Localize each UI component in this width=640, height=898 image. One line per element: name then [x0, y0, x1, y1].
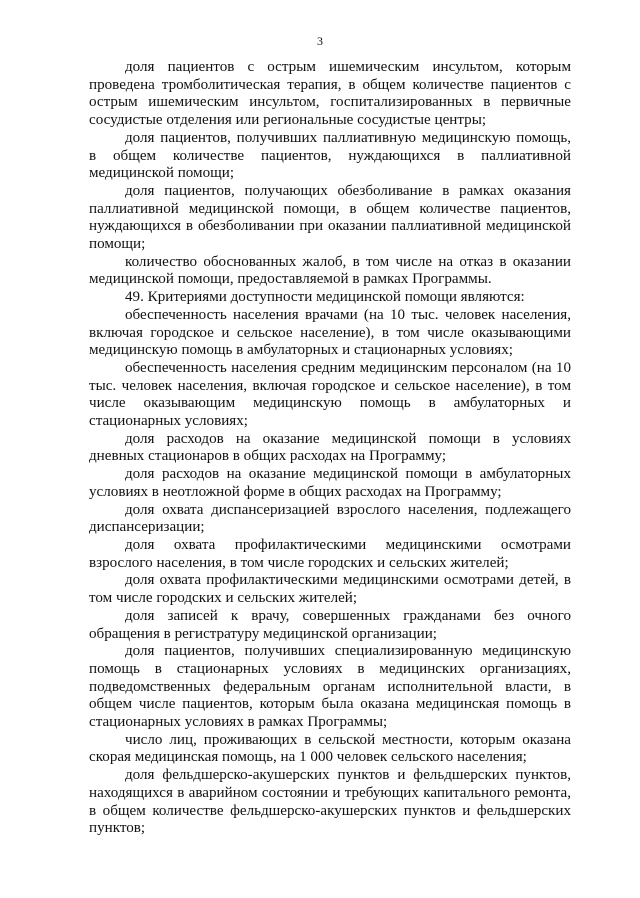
paragraph: доля охвата профилактическими медицинскими осмотрами взрослого населения, в том числе городских и сельских жителей;: [89, 536, 571, 571]
paragraph: доля охвата профилактическими медицинскими осмотрами детей, в том числе городских и сельских жителей;: [89, 572, 571, 607]
paragraph: доля пациентов, получивших специализированную медицинскую помощь в стационарных условиях в медицинских организациях, подведомственных федеральным органам исполнительной власти, в общем числе пациентов, которым была оказана медицинская помощь в стационарных условиях в рамках Программы;: [89, 643, 571, 731]
paragraph: доля пациентов с острым ишемическим инсультом, которым проведена тромболитическая терапия, в общем количестве пациентов с острым ишемическим инсультом, госпитализированных в первичные сосудистые отделения или региональные сосудистые центры;: [89, 59, 571, 129]
paragraph: доля пациентов, получивших паллиативную медицинскую помощь, в общем количестве пациентов, нуждающихся в паллиативной медицинской помощи;: [89, 129, 571, 182]
paragraph: число лиц, проживающих в сельской местности, которым оказана скорая медицинская помощь, на 1 000 человек сельского населения;: [89, 731, 571, 766]
section-heading-49: 49. Критериями доступности медицинской помощи являются:: [125, 289, 525, 306]
paragraph: обеспеченность населения врачами (на 10 тыс. человек населения, включая городское и сельское население), в том числе оказывающими медицинскую помощь в амбулаторных и стационарных условиях;: [89, 306, 571, 359]
paragraph: количество обоснованных жалоб, в том числе на отказ в оказании медицинской помощи, предоставляемой в рамках Программы.: [89, 253, 571, 288]
paragraph: обеспеченность населения средним медицинским персоналом (на 10 тыс. человек населения, включая городское и сельское население), в том числе оказывающим медицинскую помощь в амбулаторных и стационарных условиях;: [89, 359, 571, 430]
document-body: [89, 59, 571, 838]
page-number: 3: [317, 34, 323, 48]
paragraph: доля записей к врачу, совершенных гражданами без очного обращения в регистратуру медицинской организации;: [89, 607, 571, 642]
paragraph: доля пациентов, получающих обезболивание в рамках оказания паллиативной медицинской помощи, в общем количестве пациентов, нуждающихся в обезболивании при оказании паллиативной медицинской помощи;: [89, 182, 571, 253]
paragraph: доля расходов на оказание медицинской помощи в амбулаторных условиях в неотложной форме в общих расходах на Программу;: [89, 466, 571, 500]
paragraph: доля фельдшерско-акушерских пунктов и фельдшерских пунктов, находящихся в аварийном состоянии и требующих капитального ремонта, в общем количестве фельдшерско-акушерских пунктов и фельдшерских пунктов;: [89, 767, 571, 837]
paragraph: доля охвата диспансеризацией взрослого населения, подлежащего диспансеризации;: [89, 501, 571, 536]
paragraph: доля расходов на оказание медицинской помощи в условиях дневных стационаров в общих расходах на Программу;: [89, 430, 571, 465]
